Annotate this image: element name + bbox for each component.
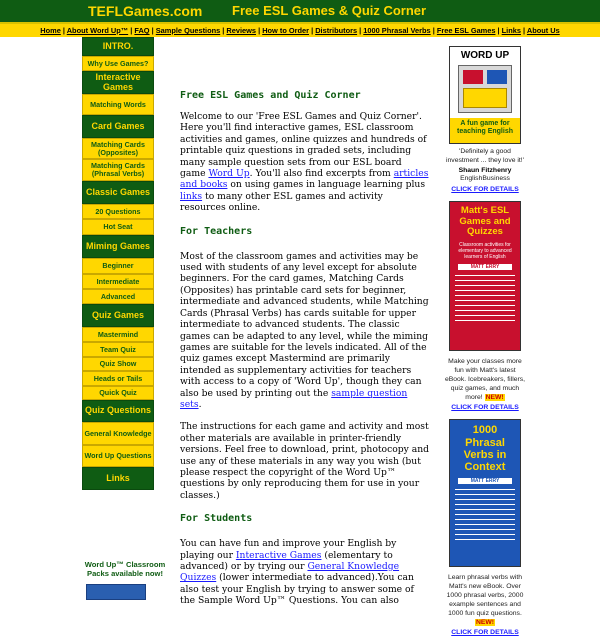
menu-item-hot-seat[interactable]: Hot Seat bbox=[82, 219, 154, 235]
nav-link-faq[interactable]: FAQ bbox=[134, 26, 150, 35]
menu-item-matching-words[interactable]: Matching Words bbox=[82, 94, 154, 115]
esl-games-ebook-cover[interactable] bbox=[449, 201, 521, 351]
interactive-games-link[interactable]: Interactive Games bbox=[235, 549, 322, 561]
esl-ebook-author: MATT ERRY bbox=[458, 264, 512, 270]
pv-ebook-text: Learn phrasal verbs with Matt's new eBook. Over 1000 phrasal verbs, 2000 example sentences and 1000 fun quiz questions. bbox=[446, 574, 524, 617]
review-org: EnglishBusiness bbox=[460, 175, 510, 183]
word-up-box-title: WORD UP bbox=[460, 50, 510, 61]
esl-ebook-contents bbox=[455, 275, 515, 323]
nav-link-free-esl-games[interactable]: Free ESL Games bbox=[436, 26, 496, 35]
menu-item-advanced[interactable]: Advanced bbox=[82, 289, 154, 304]
menu-head-links[interactable]: Links bbox=[82, 467, 154, 490]
menu-item-why-use-games[interactable]: Why Use Games? bbox=[82, 56, 154, 71]
game-board-illustration bbox=[458, 65, 512, 113]
left-menu bbox=[82, 37, 154, 490]
nav-link-how-to-order[interactable]: How to Order bbox=[262, 26, 310, 35]
review-author: Shaun Fitzhenry bbox=[458, 166, 512, 174]
links-link[interactable]: links bbox=[180, 190, 203, 202]
esl-ebook-title: Matt's ESL Games and Quizzes bbox=[459, 205, 511, 238]
menu-head-miming-games[interactable]: Miming Games bbox=[82, 235, 154, 258]
general-knowledge-quizzes-link[interactable]: General Knowledge Quizzes bbox=[180, 561, 400, 584]
menu-item-heads-or-tails[interactable]: Heads or Tails bbox=[82, 371, 154, 386]
new-badge-2: NEW! bbox=[475, 618, 495, 626]
teachers-paragraph-1 bbox=[180, 251, 430, 411]
teachers-heading: For Teachers bbox=[180, 225, 253, 237]
nav-link-home[interactable]: Home bbox=[40, 26, 61, 35]
esl-ebook-description bbox=[443, 358, 527, 402]
nav-link-reviews[interactable]: Reviews bbox=[226, 26, 257, 35]
students-paragraph bbox=[180, 538, 430, 606]
menu-head-intro[interactable]: INTRO. bbox=[82, 37, 154, 56]
intro-paragraph bbox=[180, 111, 430, 214]
menu-item-general-knowledge[interactable]: General Knowledge bbox=[82, 422, 154, 445]
review-quote: 'Definitely a good investment ... they love it!' bbox=[446, 148, 524, 164]
pv-ebook-details-link[interactable]: CLICK FOR DETAILS bbox=[451, 629, 519, 636]
phrasal-verbs-ebook-cover[interactable] bbox=[449, 419, 521, 567]
menu-head-quiz-games[interactable]: Quiz Games bbox=[82, 304, 154, 327]
menu-item-mastermind[interactable]: Mastermind bbox=[82, 327, 154, 342]
top-navigation: Home | About Word Up™ | FAQ | Sample Questions | Reviews | How to Order | Distributors | 1000 Phrasal Verbs | Free ESL Games | Links | About Us bbox=[0, 24, 600, 37]
word-up-box-image[interactable] bbox=[449, 46, 521, 144]
intro-text-1: Welcome to our 'Free ESL Games and Quiz Corner'. Here you'll find interactive games, ESL classroom activities and games, online quizzes and hundreds of printable quiz questions in graded sets, including many sample question sets from our ESL board game bbox=[180, 111, 427, 180]
menu-item-matching-cards-phrasal-verbs[interactable]: Matching Cards (Phrasal Verbs) bbox=[82, 159, 154, 181]
pv-ebook-author: MATT ERRY bbox=[458, 478, 512, 484]
esl-ebook-details-link[interactable]: CLICK FOR DETAILS bbox=[451, 404, 519, 412]
menu-item-quick-quiz[interactable]: Quick Quiz bbox=[82, 386, 154, 400]
site-logo[interactable]: TEFLGames.com bbox=[88, 3, 203, 19]
pv-ebook-contents bbox=[455, 489, 515, 541]
classroom-pack-image[interactable] bbox=[86, 584, 146, 600]
menu-item-team-quiz[interactable]: Team Quiz bbox=[82, 342, 154, 357]
right-column bbox=[443, 46, 527, 636]
nav-link-about-us[interactable]: About Us bbox=[526, 26, 560, 35]
menu-item-quiz-show[interactable]: Quiz Show bbox=[82, 357, 154, 371]
intro-text-3: on using games in language learning plus bbox=[227, 179, 426, 191]
site-tagline: Free ESL Games & Quiz Corner bbox=[232, 3, 427, 18]
menu-head-quiz-questions[interactable]: Quiz Questions bbox=[82, 400, 154, 422]
students-text-3: (lower intermediate to advanced).You can also test your English by trying to answer some of the Sample Word Up™ Questions. You can also bbox=[180, 572, 414, 607]
menu-head-interactive-games[interactable]: Interactive Games bbox=[82, 71, 154, 94]
students-text-2: (elementary to advanced) or by trying our bbox=[180, 549, 393, 572]
pv-ebook-title: 1000 Phrasal Verbs in Context bbox=[463, 424, 507, 473]
nav-link-distributors[interactable]: Distributors bbox=[315, 26, 358, 35]
sample-question-sets-link[interactable]: sample question sets bbox=[180, 387, 408, 410]
menu-item-beginner[interactable]: Beginner bbox=[82, 258, 154, 274]
menu-item-word-up-questions[interactable]: Word Up Questions bbox=[82, 445, 154, 467]
word-up-box-caption: A fun game for teaching English bbox=[450, 118, 520, 143]
teachers-paragraph-2: The instructions for each game and activity and most other materials are available in printer-friendly versions. Feel free to download, print, photocopy and use any of these materials in any way you wish (but please respect the copyright of the Word Up™ questions by only reproducing them for use in your classes.) bbox=[180, 421, 430, 501]
esl-ebook-text: Make your classes more fun with Matt's latest eBook. Icebreakers, fillers, quiz games, and much more! bbox=[444, 358, 526, 401]
page-title: Free ESL Games and Quiz Corner bbox=[180, 90, 361, 101]
menu-head-classic-games[interactable]: Classic Games bbox=[82, 181, 154, 204]
articles-books-link[interactable]: articles and books bbox=[180, 168, 429, 191]
students-text-1: You can have fun and improve your English by playing our bbox=[180, 538, 397, 561]
menu-item-20-questions[interactable]: 20 Questions bbox=[82, 204, 154, 219]
pv-ebook-description bbox=[443, 574, 527, 627]
intro-text-4: to many other ESL games and activity resources online. bbox=[180, 190, 383, 214]
nav-link-about-word-up[interactable]: About Word Up™ bbox=[66, 26, 129, 35]
students-heading: For Students bbox=[180, 513, 253, 525]
nav-link-sample-questions[interactable]: Sample Questions bbox=[155, 26, 221, 35]
new-badge: NEW! bbox=[485, 393, 504, 401]
menu-head-card-games[interactable]: Card Games bbox=[82, 115, 154, 138]
intro-text-2: . You'll also find excerpts from bbox=[249, 168, 394, 180]
teachers-text-2: . bbox=[198, 398, 202, 410]
word-up-details-link[interactable]: CLICK FOR DETAILS bbox=[451, 186, 519, 194]
nav-link-phrasal-verbs[interactable]: 1000 Phrasal Verbs bbox=[363, 26, 431, 35]
esl-ebook-subtitle: Classroom activities for elementary to advanced learners of English bbox=[458, 241, 512, 260]
menu-item-matching-cards-opposites[interactable]: Matching Cards (Opposites) bbox=[82, 138, 154, 159]
site-header bbox=[0, 0, 600, 22]
menu-item-intermediate[interactable]: Intermediate bbox=[82, 274, 154, 289]
teachers-text-1: Most of the classroom games and activities may be used with students of any level except for absolute beginners. For the card games, Matching Cards (Opposites) has printable card sets for beginner, intermediate and advanced students, while Matching Cards (Phrasal Verbs) has cards suitable for upper intermediate to advanced students. The classic games can be adapted to any level, while the miming games are suitable for the levels indicated. All of the quiz games except Mastermind are primarily intended as supplementary activities for teachers with access to a copy of 'Word Up', though they can also be used by printing out the bbox=[180, 250, 429, 399]
nav-link-links[interactable]: Links bbox=[501, 26, 521, 35]
main-content bbox=[180, 90, 430, 607]
word-up-link[interactable]: Word Up bbox=[208, 168, 250, 180]
classroom-packs-promo[interactable]: Word Up™ Classroom Packs available now! bbox=[84, 560, 166, 579]
